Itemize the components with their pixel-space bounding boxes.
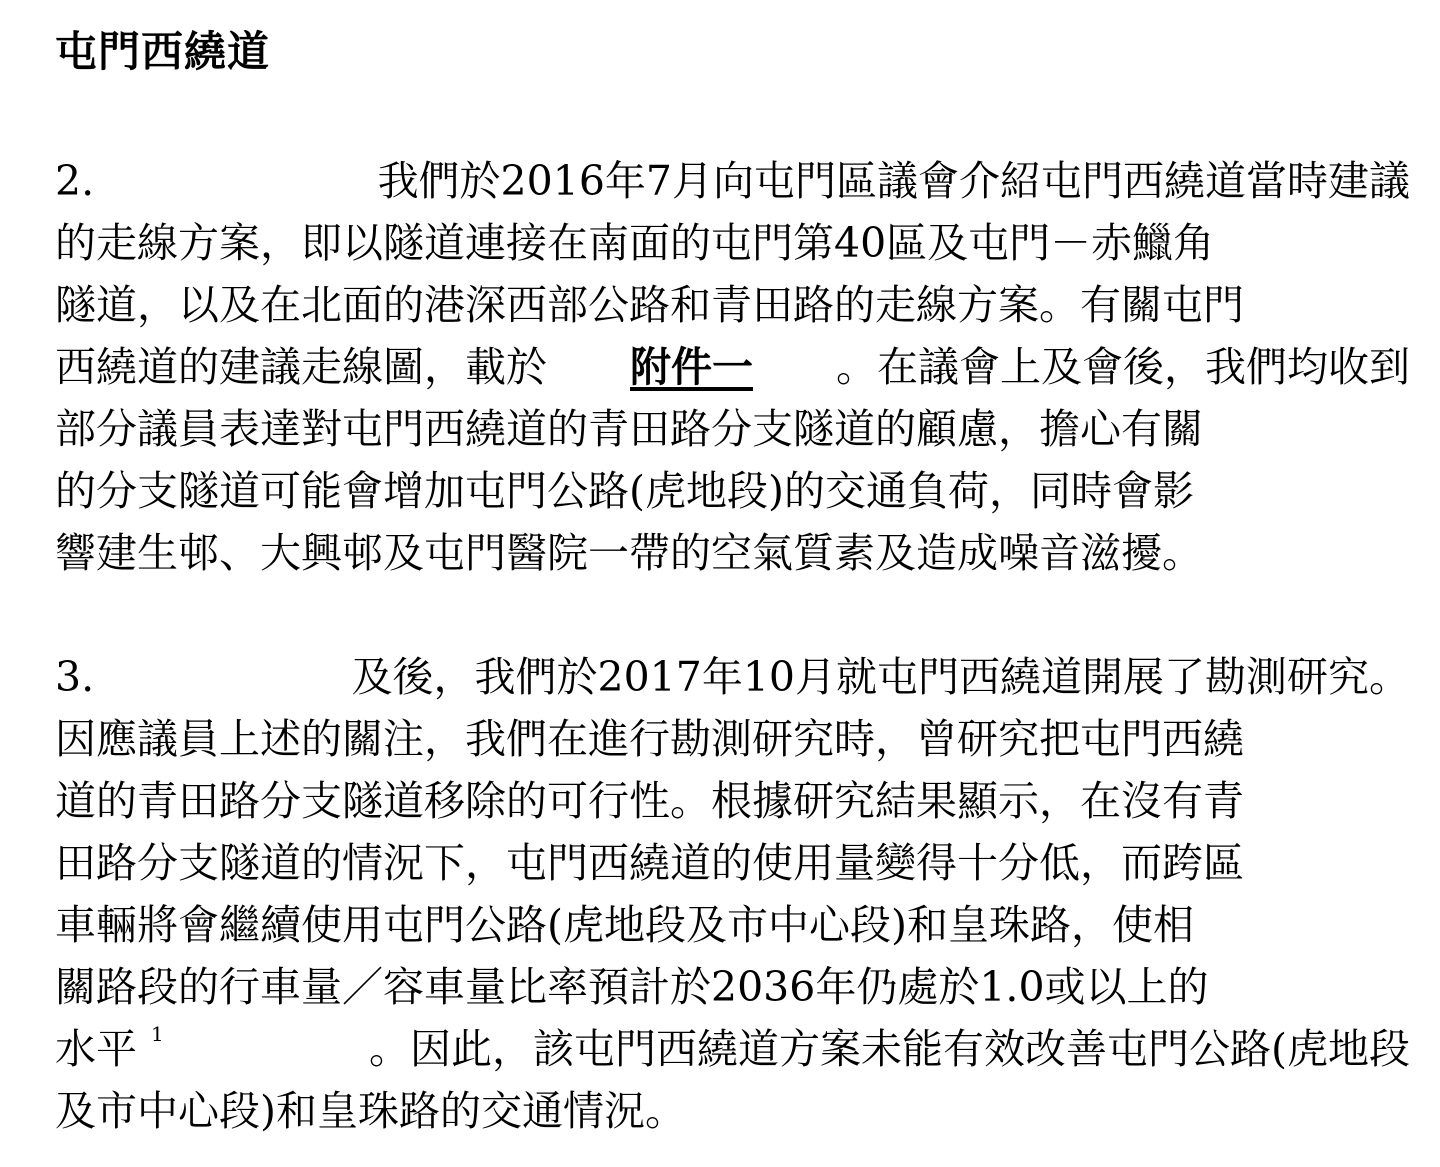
- paragraph-number: 2.: [55, 157, 95, 205]
- paragraph-3: [55, 646, 1410, 1142]
- paragraph-text: 。因此，該屯門西繞道方案未能有效改善屯門公路(虎地段: [369, 1025, 1410, 1073]
- paragraph-text: 的分支隧道可能會增加屯門公路(虎地段)的交通負荷，同時會影: [55, 467, 1194, 515]
- paragraph-text: 響建生邨、大興邨及屯門醫院一帶的空氣質素及造成噪音滋擾。: [55, 529, 1203, 577]
- paragraph-text: [55, 1018, 164, 1080]
- paragraph-text: 道的青田路分支隧道移除的可行性。根據研究結果顯示，在沒有青: [55, 777, 1244, 825]
- paragraph-text: 田路分支隧道的情況下，屯門西繞道的使用量變得十分低，而跨區: [55, 839, 1244, 887]
- paragraph-line: [55, 708, 1410, 770]
- paragraph-text: 的走線方案，即以隧道連接在南面的屯門第40區及屯門－赤鱲角: [55, 219, 1215, 267]
- paragraph-text: 我們於2016年7月向屯門區議會介紹屯門西繞道當時建議: [377, 157, 1410, 205]
- paragraph-line: [55, 646, 1410, 708]
- paragraph-line: [55, 336, 1410, 398]
- paragraph-text: 。在議會上及會後，我們均收到: [836, 343, 1410, 391]
- footnote-marker[interactable]: 1: [151, 1022, 164, 1046]
- annex-reference: 附件一: [630, 343, 753, 391]
- paragraph-line: [55, 832, 1410, 894]
- paragraph-2: [55, 150, 1410, 584]
- paragraph-text: 因應議員上述的關注，我們在進行勘測研究時，曾研究把屯門西繞: [55, 715, 1244, 763]
- paragraph-line: [55, 398, 1410, 460]
- paragraph-line: [55, 150, 1410, 212]
- paragraph-line: [55, 522, 1410, 584]
- paragraph-text: 隧道，以及在北面的港深西部公路和青田路的走線方案。有關屯門: [55, 281, 1244, 329]
- paragraph-line: [55, 274, 1410, 336]
- paragraph-line: [55, 894, 1410, 956]
- paragraph-line: [55, 770, 1410, 832]
- paragraph-line: [55, 460, 1410, 522]
- paragraph-line: [55, 1080, 1410, 1142]
- paragraph-text: 及市中心段)和皇珠路的交通情況。: [55, 1087, 686, 1135]
- paragraph-line: [55, 1018, 1410, 1080]
- paragraph-text: 及後，我們於2017年10月就屯門西繞道開展了勘測研究。: [351, 653, 1410, 701]
- paragraph-number: 3.: [55, 653, 95, 701]
- paragraph-line: [55, 212, 1410, 274]
- paragraph-text-part: 水平: [55, 1025, 137, 1073]
- paragraph-text: 部分議員表達對屯門西繞道的青田路分支隧道的顧慮，擔心有關: [55, 405, 1203, 453]
- section-heading: 屯門西繞道: [55, 27, 271, 76]
- paragraph-line: [55, 956, 1410, 1018]
- paragraph-text: 關路段的行車量／容車量比率預計於2036年仍處於1.0或以上的: [55, 963, 1209, 1011]
- paragraph-text: 車輛將會繼續使用屯門公路(虎地段及市中心段)和皇珠路，使相: [55, 901, 1194, 949]
- paragraph-text: 西繞道的建議走線圖，載於: [55, 343, 547, 391]
